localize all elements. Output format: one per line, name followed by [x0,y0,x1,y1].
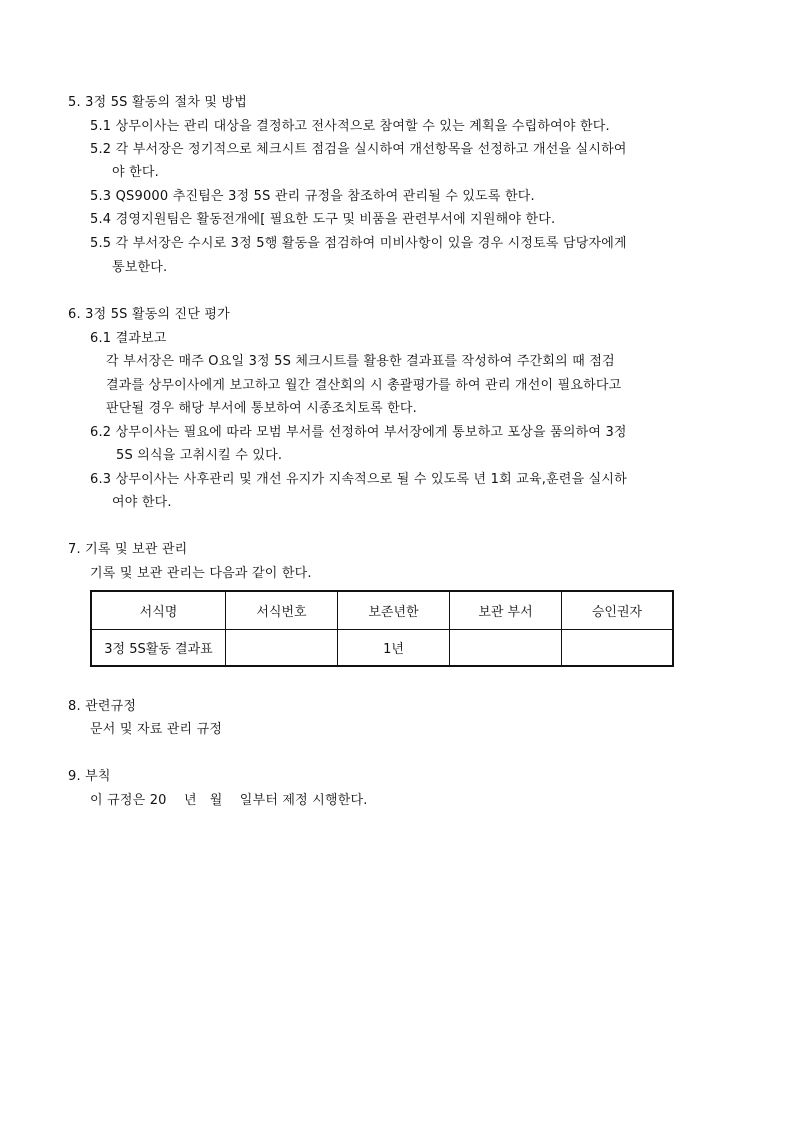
section-6-heading: 6. 3정 5S 활동의 진단 평가 [68,307,230,322]
item-5-5-cont: 통보한다. [112,260,168,275]
item-6-3-cont: 여야 한다. [112,495,172,510]
section-7-heading: 7. 기록 및 보관 관리 [68,542,188,557]
item-5-2: 5.2 각 부서장은 정기적으로 체크시트 점검을 실시하여 개선항목을 선정하고 개선을 실시하여 [90,142,627,157]
col-form-name: 서식명 [91,591,226,630]
cell-retention: 1년 [338,630,450,667]
item-6-2: 6.2 상무이사는 필요에 따라 모범 부서를 선정하여 부서장에게 통보하고 포상을 품의하여 3정 [90,425,627,440]
col-form-number: 서식번호 [226,591,338,630]
item-5-4: 5.4 경영지원팀은 활동전개에[ 필요한 도구 및 비품을 관련부서에 지원해야 한다. [90,212,556,227]
records-table [90,590,674,667]
section-9-body: 이 규정은 20 년 월 일부터 제정 시행한다. [90,793,368,808]
section-8-body: 문서 및 자료 관리 규정 [90,722,223,737]
item-5-2-cont: 야 한다. [112,165,159,180]
col-approver: 승인권자 [562,591,674,630]
col-retention: 보존년한 [338,591,450,630]
section-9-heading: 9. 부칙 [68,769,111,784]
col-storage-dept: 보관 부서 [450,591,562,630]
section-5-heading: 5. 3정 5S 활동의 절차 및 방법 [68,95,248,110]
item-5-5: 5.5 각 부서장은 수시로 3정 5행 활동을 점검하여 미비사항이 있을 경우 시정토록 담당자에게 [90,236,627,251]
item-6-1-body-1: 각 부서장은 매주 O요일 3정 5S 체크시트를 활용한 결과표를 작성하여 주간회의 때 점검 [106,354,615,369]
cell-form-number [226,630,338,667]
cell-form-name: 3정 5S활동 결과표 [91,630,226,667]
item-6-1-body-2: 결과를 상무이사에게 보고하고 월간 결산회의 시 총괄평가를 하여 관리 개선이 필요하다고 [106,378,622,393]
item-6-2-cont: 5S 의식을 고취시킬 수 있다. [116,448,283,463]
item-6-3: 6.3 상무이사는 사후관리 및 개선 유지가 지속적으로 될 수 있도록 년 1회 교육,훈련을 실시하 [90,472,627,487]
item-6-1-body-3: 판단될 경우 해당 부서에 통보하여 시종조치토록 한다. [106,401,418,416]
item-5-1: 5.1 상무이사는 관리 대상을 결정하고 전사적으로 참여할 수 있는 계획을 수립하여야 한다. [90,119,610,134]
table-row [91,630,673,667]
section-8-heading: 8. 관련규정 [68,699,137,714]
cell-storage-dept [450,630,562,667]
table-header-row [91,591,673,630]
item-6-1: 6.1 결과보고 [90,331,167,346]
cell-approver [562,630,674,667]
item-5-3: 5.3 QS9000 추진팀은 3정 5S 관리 규정을 참조하여 관리될 수 있도록 한다. [90,189,535,204]
section-7-intro: 기록 및 보관 관리는 다음과 같이 한다. [90,566,312,581]
